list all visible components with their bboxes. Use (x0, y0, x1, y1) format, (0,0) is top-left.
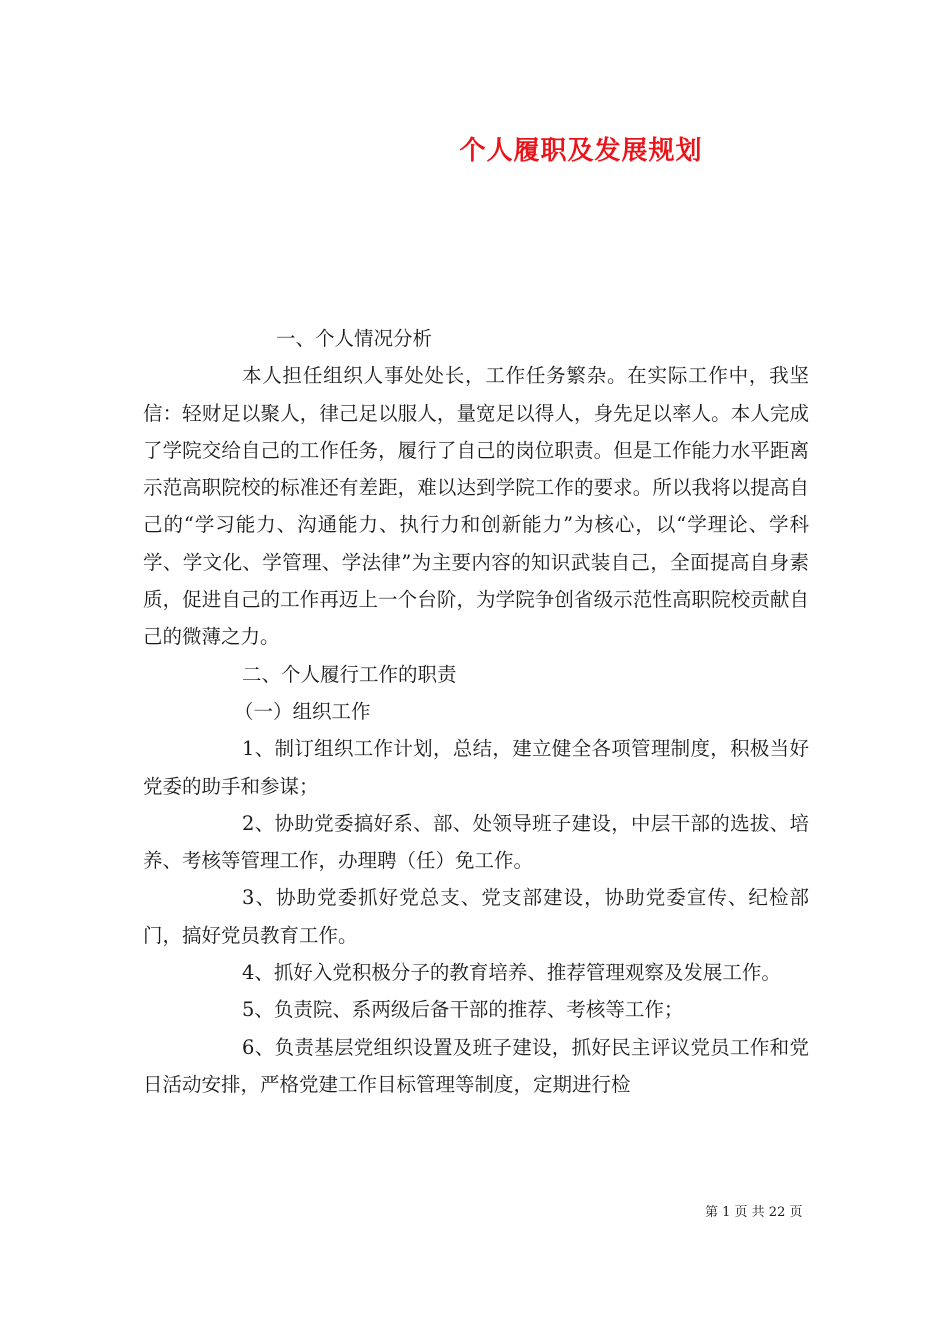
list-item: 6、负责基层党组织设置及班子建设，抓好民主评议党员工作和党日活动安排，严格党建工作目标管理等制度，定期进行检 (143, 1035, 809, 1096)
list-item: 5、负责院、系两级后备干部的推荐、考核等工作； (242, 998, 684, 1022)
list-item: 2、协助党委搞好系、部、处领导班子建设，中层干部的选拔、培养、考核等管理工作，办理聘（任）免工作。 (143, 811, 809, 873)
list-item: 4、抓好入党积极分子的教育培养、推荐管理观察及发展工作。 (242, 961, 781, 985)
document-title: 个人履职及发展规划 (459, 136, 703, 166)
section-heading-2: 二、个人履行工作的职责 (242, 662, 457, 686)
list-item: 1、制订组织工作计划，总结，建立健全各项管理制度，积极当好党委的助手和参谋； (143, 737, 809, 798)
section-heading-1: 一、个人情况分析 (276, 327, 433, 350)
document-body (143, 320, 809, 1103)
list-item: 3、协助党委抓好党总支、党支部建设，协助党委宣传、纪检部门，搞好党员教育工作。 (143, 886, 809, 947)
subsection-heading-1: （一）组织工作 (234, 699, 371, 723)
page-footer: 第 1 页 共 22 页 (705, 1205, 803, 1220)
section-paragraph-1: 本人担任组织人事处处长，工作任务繁杂。在实际工作中，我坚信：轻财足以聚人，律己足以服人，量宽足以得人，身先足以率人。本人完成了学院交给自己的工作任务，履行了自己的岗位职责。但是工作能力水平距离示范高职院校的标准还有差距，难以达到学院工作的要求。所以我将以提高自己的“学习能力、沟通能力、执行力和创新能力”为核心，以“学理论、学科学、学文化、学管理、学法律”为主要内容的知识武装自己，全面提高自身素质，促进自己的工作再迈上一个台阶，为学院争创省级示范性高职院校贡献自己的微薄之力。 (143, 364, 809, 649)
